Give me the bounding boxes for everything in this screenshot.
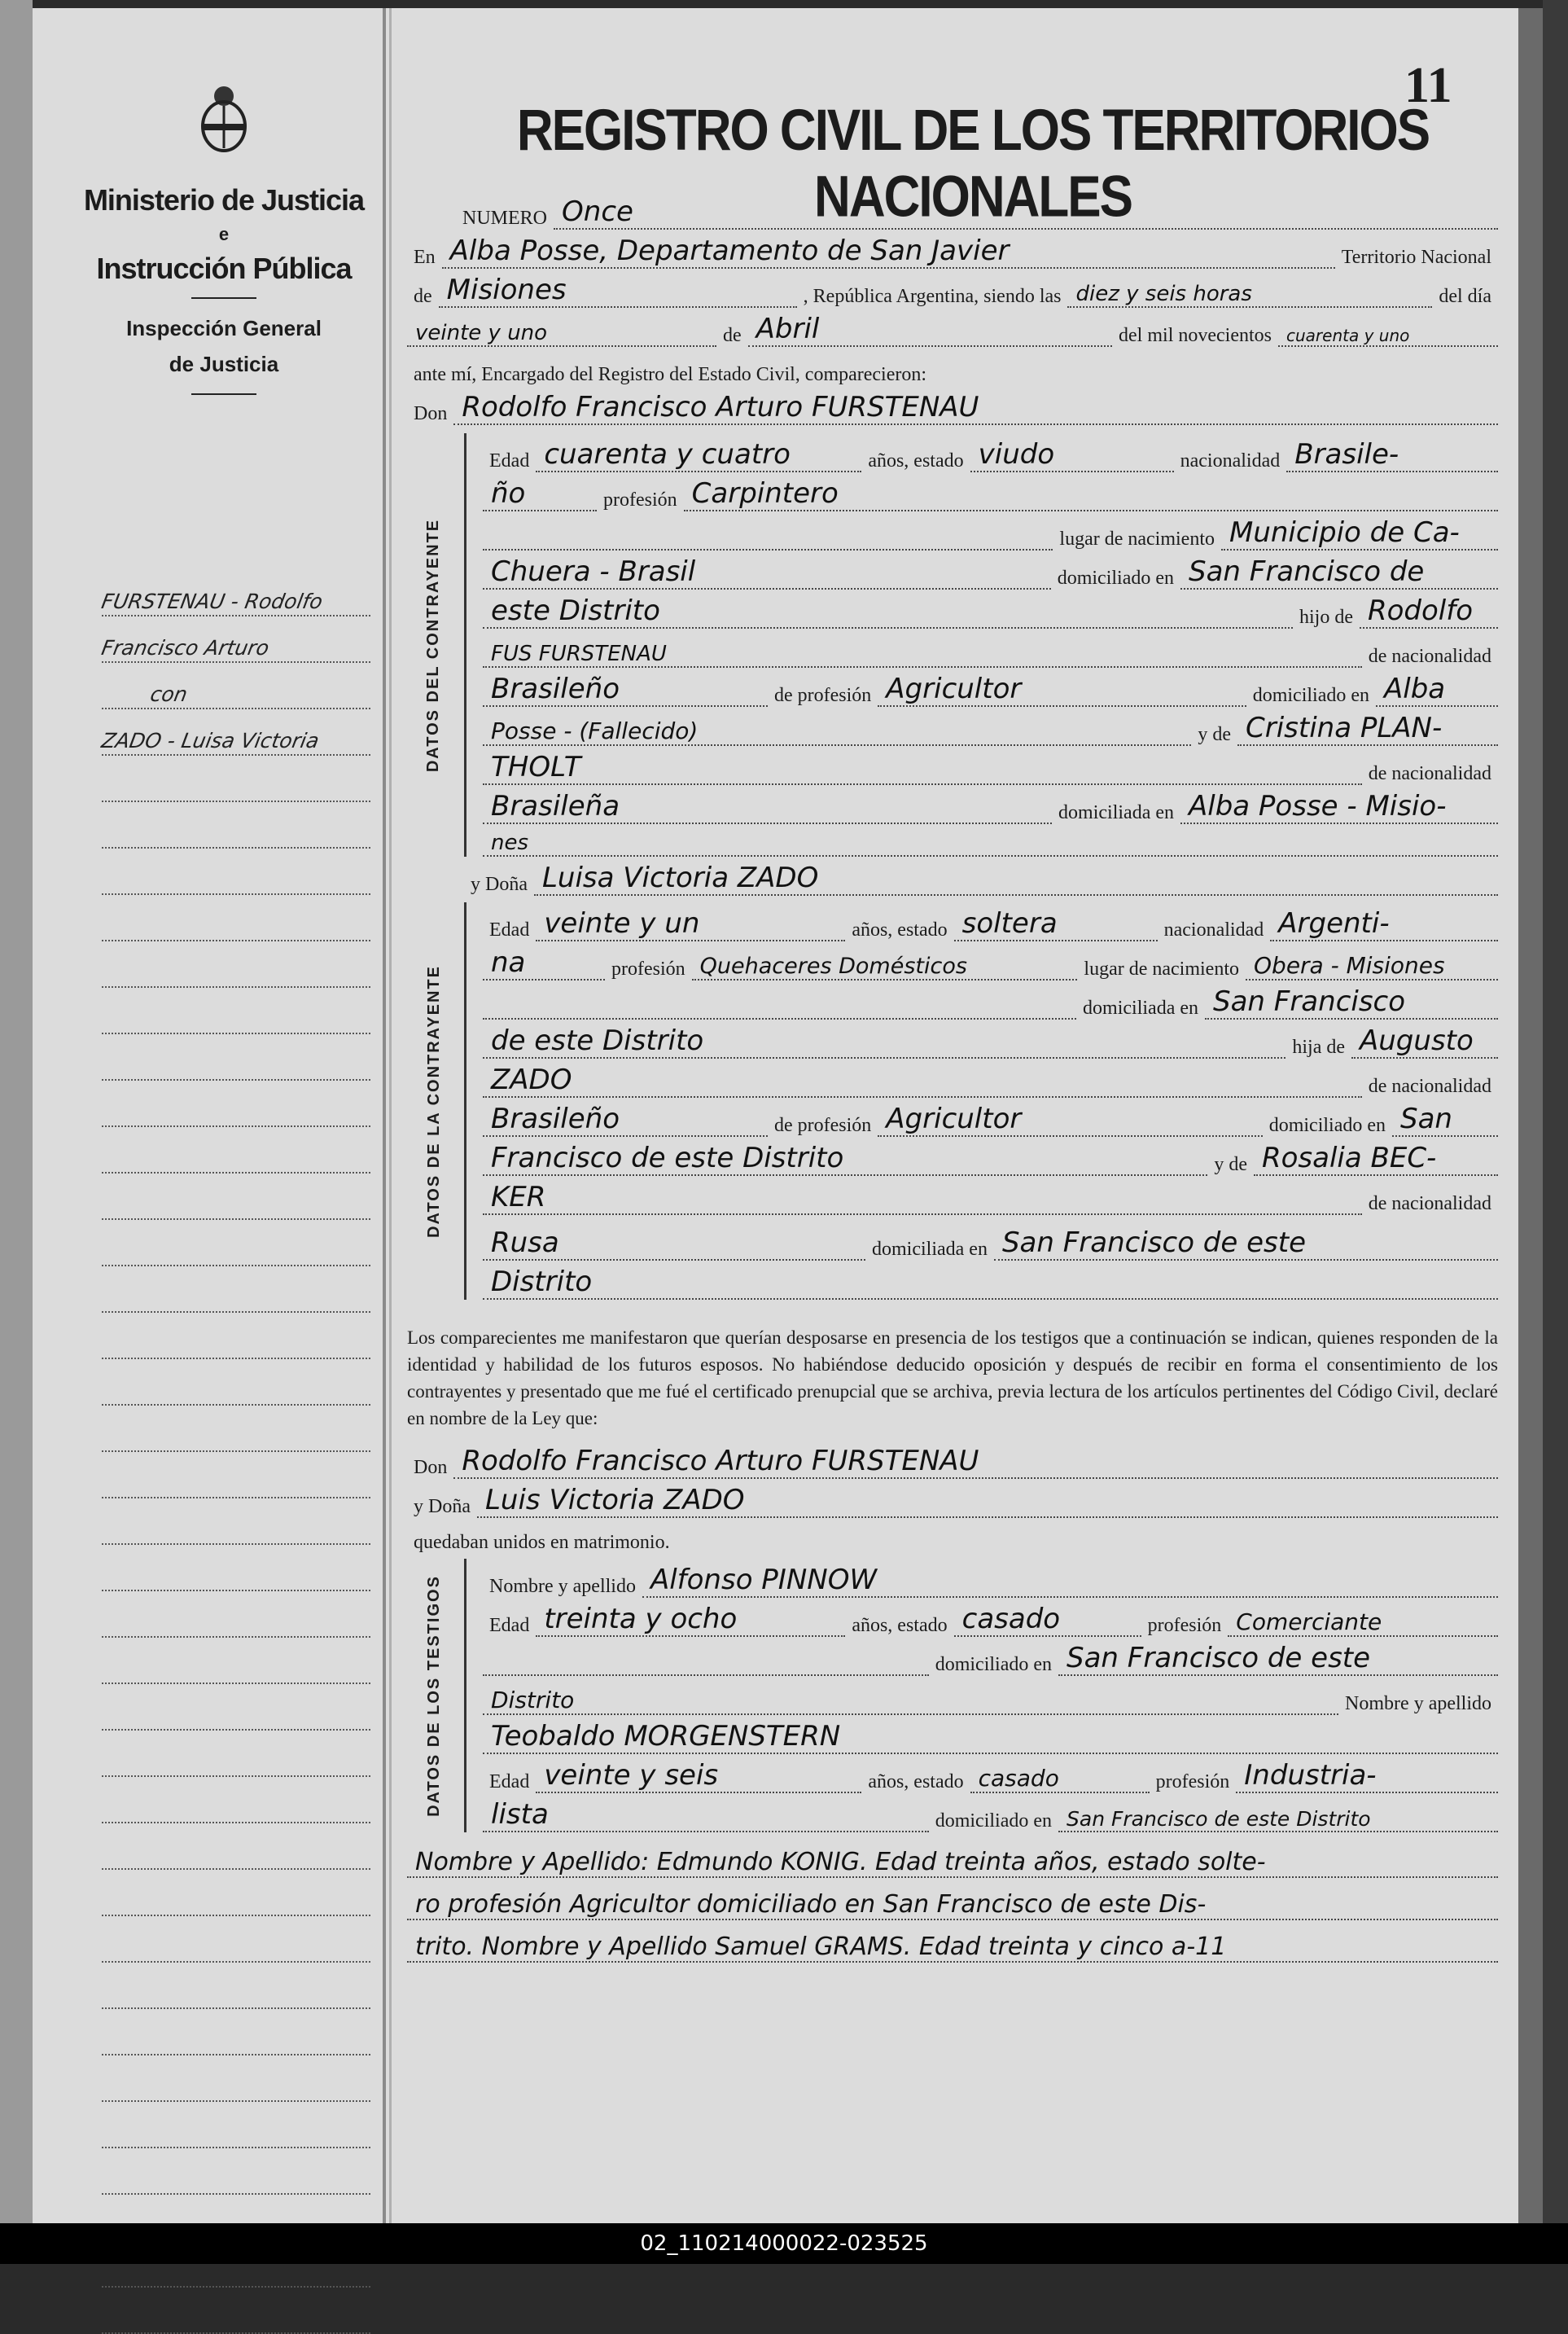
contrayenta-section-label: DATOS DE LA CONTRAYENTE	[424, 964, 443, 1238]
contrayente-domicilio: San Francisco de	[1180, 555, 1498, 590]
t1-edad: treinta y ocho	[536, 1603, 845, 1637]
contrayente-section-label: DATOS DEL CONTRAYENTE	[424, 518, 443, 772]
margin-blank-line	[102, 1591, 370, 1638]
contrayente-padre: Rodolfo	[1360, 594, 1498, 629]
mes-value: Abril	[748, 313, 1112, 347]
t1-dom-cont-row	[483, 1676, 1498, 1715]
contrayenta-lugar: Obera - Misiones	[1246, 952, 1498, 981]
margin-blank-line	[102, 802, 370, 849]
don-label: Don	[414, 1457, 448, 1478]
margin-note: FURSTENAU - Rodolfo	[102, 570, 370, 616]
margin-blank-line	[102, 1081, 370, 1127]
extra-line	[407, 1878, 1498, 1920]
domiciliado-label: domiciliado en	[1268, 1115, 1386, 1136]
contrayenta-domicilio: San Francisco	[1205, 985, 1498, 1020]
numero-row	[407, 179, 1498, 230]
hijo-label: hijo de	[1299, 607, 1353, 628]
t2-edad-row	[483, 1754, 1498, 1793]
de-profesion-label: de profesión	[774, 685, 872, 706]
contrayenta-section	[424, 902, 1498, 1300]
margin-divider	[389, 8, 392, 2223]
margin-blank-line	[102, 1638, 370, 1684]
testigos-section	[424, 1559, 1498, 1832]
contrayente-madre-nac: Brasileña	[483, 790, 1052, 824]
margin-blank-line	[102, 1498, 370, 1545]
margin-blank-line	[102, 1545, 370, 1591]
domiciliado-label: domiciliado en	[1252, 685, 1369, 706]
margin-blank-line	[102, 1777, 370, 1823]
margin-blank-line	[102, 1684, 370, 1731]
nacionalidad-label: nacionalidad	[1163, 919, 1264, 941]
contrayente-madre-dom-cont: nes	[483, 831, 1498, 857]
closing-text: quedaban unidos en matrimonio.	[414, 1532, 670, 1553]
dona-label: y Doña	[414, 1496, 471, 1517]
contrayente-edad-row	[483, 433, 1498, 472]
ante-label: ante mí, Encargado del Registro del Estado Civil, comparecieron:	[414, 364, 927, 385]
edad-label: Edad	[489, 1615, 530, 1636]
testigos-section-label: DATOS DE LOS TESTIGOS	[424, 1574, 443, 1817]
contrayenta-domicilio-row	[483, 981, 1498, 1020]
t2-dom-row	[483, 1793, 1498, 1832]
profesion-label: profesión	[603, 489, 677, 511]
ministry-heading	[81, 183, 366, 406]
contrayente-domicilio-row	[483, 551, 1498, 590]
t1-prof: Comerciante	[1228, 1608, 1498, 1637]
margin-blank-line	[102, 1870, 370, 1916]
t2-prof: Industria-	[1236, 1759, 1498, 1793]
nacionalidad-label: nacionalidad	[1180, 450, 1281, 472]
margin-blank-line	[102, 849, 370, 895]
nombre-label: Nombre y apellido	[1345, 1693, 1491, 1714]
anos-estado-label: años, estado	[868, 450, 964, 472]
contrayenta-nacionalidad: Argenti-	[1270, 907, 1498, 941]
contrayente-profesion-row	[483, 472, 1498, 511]
en-value: Alba Posse, Departamento de San Javier	[442, 235, 1335, 269]
contrayente-lugar-row	[483, 511, 1498, 551]
contrayenta-madre-cont: KER	[483, 1181, 1362, 1215]
contrayenta-padre-nac: Brasileño	[483, 1103, 768, 1137]
contrayente-madre-row	[483, 707, 1498, 746]
declaration-dona: Luis Victoria ZADO	[477, 1484, 1498, 1518]
contrayente-estado: viudo	[970, 438, 1174, 472]
ministry-line1: Ministerio de Justicia	[83, 183, 365, 217]
profesion-label: profesión	[1155, 1771, 1230, 1792]
margin-blank-line	[102, 1731, 370, 1777]
ministry-rule	[191, 297, 256, 299]
numero-label: NUMERO	[462, 208, 548, 229]
extra-line	[407, 1832, 1498, 1878]
dona-row	[464, 857, 1498, 896]
closing-row	[407, 1518, 1498, 1554]
y-de-label: y de	[1214, 1154, 1247, 1175]
domiciliado-label: domiciliado en	[935, 1654, 1052, 1675]
lugar-label: lugar de nacimiento	[1059, 529, 1215, 550]
contrayente-padre-dom: Alba	[1376, 673, 1498, 707]
register-page	[33, 8, 1531, 2223]
contrayenta-profesion: Quehaceres Domésticos	[692, 954, 1078, 981]
y-de-label: y de	[1198, 724, 1231, 745]
edad-label: Edad	[489, 450, 530, 472]
contrayente-madre-nac-row	[483, 746, 1498, 785]
contrayenta-padre: Augusto	[1351, 1024, 1498, 1059]
contrayenta-padre-dom: San	[1392, 1103, 1498, 1137]
margin-blank-line	[102, 1174, 370, 1220]
contrayenta-padre-row	[483, 1059, 1498, 1098]
margin-blank-line	[102, 2055, 370, 2102]
contrayenta-profesion-row	[483, 941, 1498, 981]
t2-estado: casado	[970, 1765, 1150, 1793]
republica-label: , República Argentina, siendo las	[803, 286, 1062, 307]
inspection-rule	[191, 393, 256, 395]
anos-estado-label: años, estado	[852, 919, 948, 941]
contrayenta-nacionalidad-cont: na	[483, 946, 605, 981]
domiciliada-label: domiciliada en	[1083, 998, 1198, 1019]
contrayente-domicilio-cont: este Distrito	[483, 594, 1293, 629]
fecha-row	[407, 308, 1498, 347]
hija-label: hija de	[1292, 1037, 1345, 1058]
anos-estado-label: años, estado	[852, 1615, 948, 1636]
extra-line-text: ro profesión Agricultor domiciliado en San Francisco de este Dis-	[407, 1890, 1498, 1920]
domiciliado-label: domiciliado en	[1057, 568, 1174, 589]
margin-note: con	[102, 663, 370, 709]
margin-blank-line	[102, 1266, 370, 1313]
contrayenta-edad: veinte y un	[536, 907, 845, 941]
territorio-label: Territorio Nacional	[1341, 247, 1491, 268]
margin-blank-line	[102, 1359, 370, 1406]
contrayente-nacionalidad: Brasile-	[1286, 438, 1498, 472]
de-value: Misiones	[439, 274, 797, 308]
edad-label: Edad	[489, 1771, 530, 1792]
contrayenta-madre-nac: Rusa	[483, 1226, 865, 1261]
inspection-line1: Inspección General	[126, 316, 322, 340]
image-id-strip: 02_110214000022-023525	[0, 2223, 1568, 2264]
de2-label: de	[723, 325, 742, 346]
margin-blank-line	[102, 2148, 370, 2195]
t2-nombre-row	[483, 1715, 1498, 1754]
de-nacionalidad-label: de nacionalidad	[1368, 646, 1491, 667]
margin-blank-line	[102, 756, 370, 802]
contrayente-padre-prof-row	[483, 668, 1498, 707]
contrayente-padre-nac: Brasileño	[483, 673, 768, 707]
contrayente-edad: cuarenta y cuatro	[536, 438, 861, 472]
margin-blank-line	[102, 1406, 370, 1452]
contrayenta-estado: soltera	[954, 907, 1158, 941]
margin-blank-line	[102, 2288, 370, 2334]
contrayenta-edad-row	[483, 902, 1498, 941]
margin-note: Francisco Arturo	[102, 616, 370, 663]
margin-blank-line	[102, 2102, 370, 2148]
extra-line	[407, 1920, 1498, 1963]
margin-blank-line	[102, 1916, 370, 1963]
de-nacionalidad-label: de nacionalidad	[1368, 1076, 1491, 1097]
t2-nombre: Teobaldo MORGENSTERN	[483, 1720, 1498, 1754]
contrayente-padre-dom-cont: Posse - (Fallecido)	[483, 717, 1191, 746]
contrayenta-madre-dom-cont-row	[483, 1261, 1498, 1300]
contrayenta-madre-dom: San Francisco de este	[994, 1226, 1498, 1261]
margin-blank-line	[102, 1313, 370, 1359]
margin-blank-line	[102, 895, 370, 941]
contrayenta-madre-row	[483, 1137, 1498, 1176]
extra-line-text: Nombre y Apellido: Edmundo KONIG. Edad treinta años, estado solte-	[407, 1848, 1498, 1878]
y-dona-label: y Doña	[471, 874, 528, 895]
contrayenta-padre-prof-row	[483, 1098, 1498, 1137]
spine-shadow	[1518, 8, 1543, 2223]
en-label: En	[414, 247, 436, 268]
margin-note: ZADO - Luisa Victoria	[102, 709, 370, 756]
year-value: cuarenta y uno	[1278, 326, 1498, 347]
del-dia-label: del día	[1439, 286, 1491, 307]
record-body	[407, 179, 1498, 1963]
domiciliado-label: domiciliado en	[935, 1810, 1052, 1832]
domiciliada-label: domiciliada en	[1058, 802, 1174, 823]
margin-blank-line	[102, 1452, 370, 1498]
t1-edad-row	[483, 1598, 1498, 1637]
contrayente-madre-dom-row	[483, 785, 1498, 824]
page-title: REGISTRO CIVIL DE LOS TERRITORIOS NACIONALES	[516, 98, 1430, 230]
contrayenta-padre-prof: Agricultor	[878, 1103, 1262, 1137]
don-row	[407, 386, 1498, 425]
margin-note-lines	[99, 570, 370, 2334]
contrayente-madre-cont: THOLT	[483, 751, 1362, 785]
t2-prof-cont: lista	[483, 1798, 929, 1832]
domiciliada-label: domiciliada en	[872, 1239, 988, 1260]
margin-blank-line	[102, 941, 370, 988]
t1-dom-row	[483, 1637, 1498, 1676]
edad-label: Edad	[489, 919, 530, 941]
contrayenta-hija-row	[483, 1020, 1498, 1059]
t1-estado: casado	[954, 1603, 1141, 1637]
contrayenta-madre-dom-cont: Distrito	[483, 1266, 1498, 1300]
de-label: de	[414, 286, 432, 307]
t1-nombre: Alfonso PINNOW	[642, 1564, 1498, 1598]
t1-nombre-row	[483, 1559, 1498, 1598]
inspection-line2: de Justicia	[169, 352, 279, 376]
contrayenta-domicilio-cont: de este Distrito	[483, 1024, 1285, 1059]
dia-value: veinte y uno	[407, 321, 716, 347]
numero-value: Once	[554, 195, 1498, 230]
contrayente-nacionalidad-cont: ño	[483, 477, 597, 511]
t2-edad: veinte y seis	[536, 1759, 861, 1793]
margin-blank-line	[102, 2009, 370, 2055]
extra-line-text: trito. Nombre y Apellido Samuel GRAMS. Edad treinta y cinco a-11	[407, 1933, 1498, 1963]
ministry-line2: Instrucción Pública	[96, 252, 352, 285]
book-edge	[0, 0, 33, 2223]
t2-domicilio: San Francisco de este Distrito	[1058, 1807, 1498, 1832]
de-row	[407, 269, 1498, 308]
declaration-dona-row	[407, 1479, 1498, 1518]
lugar-label: lugar de nacimiento	[1084, 959, 1239, 980]
left-margin-column	[33, 8, 386, 2223]
contrayenta-padre-dom-cont: Francisco de este Distrito	[483, 1142, 1207, 1176]
don-label: Don	[414, 403, 448, 424]
contrayente-lugar: Municipio de Ca-	[1221, 516, 1498, 551]
en-row	[407, 230, 1498, 269]
coat-of-arms-icon	[199, 81, 248, 155]
contrayente-section	[424, 433, 1498, 857]
declaration-paragraph: Los comparecientes me manifestaron que querían desposarse en presencia de los testigos que a continuación se indican, quienes responden de la identidad y habilidad de los futuros esposos. No habiéndose deducido oposición y después de recibir en forma el consentimiento de los contrayentes y presentado que me fué el certificado prenupcial que se archiva, previa lectura de los artículos pertinentes del Código Civil, declaré en nombre de la Ley que:	[407, 1327, 1498, 1428]
anos-estado-label: años, estado	[868, 1771, 964, 1792]
margin-blank-line	[102, 1034, 370, 1081]
margin-blank-line	[102, 1127, 370, 1174]
contrayenta-madre-dom-row	[483, 1215, 1498, 1261]
contrayente-hijo-row	[483, 590, 1498, 629]
contrayenta-madre-nac-row	[483, 1176, 1498, 1215]
hora-value: diez y seis horas	[1067, 282, 1432, 308]
contrayente-padre-cont: FUS FURSTENAU	[483, 642, 1362, 668]
margin-blank-line	[102, 1220, 370, 1266]
ministry-e: e	[218, 224, 230, 244]
t1-domicilio-cont: Distrito	[483, 1687, 1338, 1715]
de-profesion-label: de profesión	[774, 1115, 872, 1136]
nombre-label: Nombre y apellido	[489, 1576, 636, 1597]
declaration-don-row	[407, 1440, 1498, 1479]
ante-row	[407, 347, 1498, 386]
contrayente-madre: Cristina PLAN-	[1237, 712, 1498, 746]
year-label: del mil novecientos	[1119, 325, 1272, 346]
don-value: Rodolfo Francisco Arturo FURSTENAU	[453, 391, 1498, 425]
de-nacionalidad-label: de nacionalidad	[1368, 1193, 1491, 1214]
book-right-edge	[1543, 0, 1568, 2223]
contrayente-profesion: Carpintero	[684, 477, 1498, 511]
margin-blank-line	[102, 1823, 370, 1870]
profesion-label: profesión	[611, 959, 685, 980]
t1-domicilio: San Francisco de este	[1058, 1642, 1498, 1676]
declaration-don: Rodolfo Francisco Arturo FURSTENAU	[453, 1445, 1498, 1479]
contrayente-madre-dom: Alba Posse - Misio-	[1180, 790, 1498, 824]
contrayente-lugar-cont: Chuera - Brasil	[483, 555, 1051, 590]
margin-blank-line	[102, 1963, 370, 2009]
contrayente-padre-row	[483, 629, 1498, 668]
contrayente-madre-dom-cont-row	[483, 824, 1498, 857]
de-nacionalidad-label: de nacionalidad	[1368, 763, 1491, 784]
contrayente-padre-prof: Agricultor	[878, 673, 1246, 707]
folio-number: 11	[1404, 58, 1452, 113]
contrayenta-madre: Rosalia BEC-	[1254, 1142, 1498, 1176]
contrayenta-nombre: Luisa Victoria ZADO	[534, 862, 1498, 896]
profesion-label: profesión	[1147, 1615, 1222, 1636]
contrayenta-padre-cont: ZADO	[483, 1064, 1362, 1098]
margin-blank-line	[102, 988, 370, 1034]
